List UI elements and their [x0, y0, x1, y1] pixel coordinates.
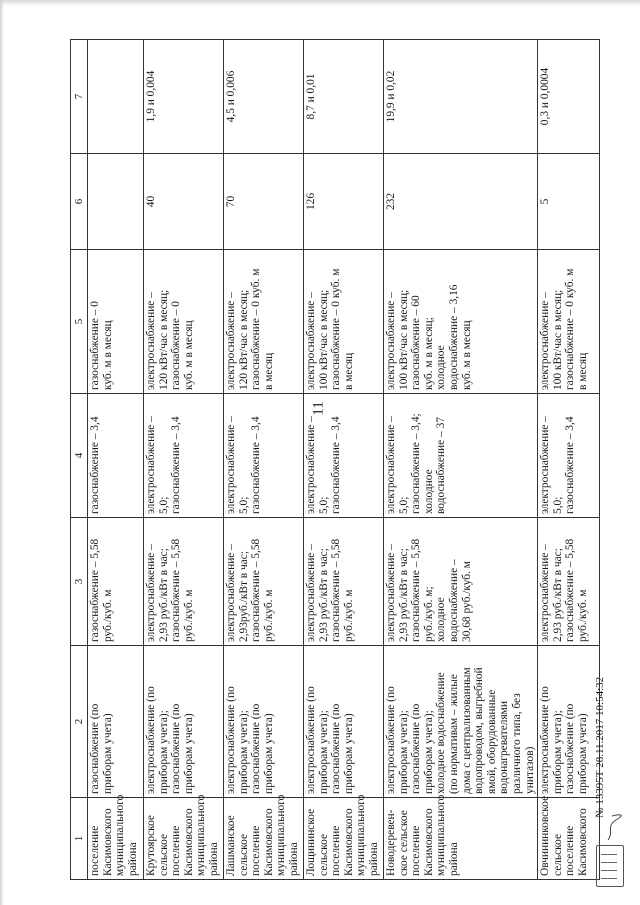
tariff-cell: газоснабжение – 5,58 руб./куб. м [88, 518, 144, 646]
registration-number-text: № 13395Т 28.11.2017 10:54:32 [594, 676, 606, 818]
signature-scribble-icon [604, 812, 624, 842]
table-row [224, 40, 304, 880]
page-number: 11 [310, 401, 327, 416]
scan-edge-left [0, 0, 4, 905]
column-header: 7 [71, 40, 88, 154]
share-cell [88, 40, 144, 154]
share-cell: 1,9 и 0,004 [144, 40, 224, 154]
column-header: 6 [71, 154, 88, 250]
settlement-cell: Крутоярское сельское поселение Касимовского муниципального района [144, 798, 224, 880]
settlement-cell: Лашманское сельское поселение Касимовского муниципального района [224, 798, 304, 880]
table-row [88, 40, 144, 880]
tariff-cell: электроснабжение – 2,93руб./кВт в час; газоснабжение – 5,58 руб./куб. м [224, 518, 304, 646]
table-header-row [71, 40, 88, 880]
tariff-cell: электроснабжение – 2,93 руб./кВт в час; газоснабжение – 5,58 руб./куб. м [304, 518, 384, 646]
services-cell: газоснабжение (по приборам учета) [88, 646, 144, 798]
share-cell: 8,7 и 0,01 [304, 40, 384, 154]
column-header: 3 [71, 518, 88, 646]
column-header: 2 [71, 646, 88, 798]
column-header: 1 [71, 798, 88, 880]
index-cell: газоснабжение – 3,4 [88, 394, 144, 518]
tariff-cell: электроснабжение – 2,93 руб./кВт в час; газоснабжение – 5,58 руб./куб. м [144, 518, 224, 646]
volume-cell: электроснабжение – 100 кВт/час в месяц; газоснабжение – 0 куб. м в месяц [538, 250, 600, 394]
share-cell: 19,9 и 0,02 [384, 40, 538, 154]
settlement-cell: Лощининское сельское поселение Касимовского муниципального района [304, 798, 384, 880]
services-cell: электроснабжение (по приборам учета); газоснабжение (по приборам учета) [304, 646, 384, 798]
population-cell: 5 [538, 154, 600, 250]
settlement-cell: Новодеревен- ское сельское поселение Касимовского муниципального района [384, 798, 538, 880]
services-cell: электроснабжение (по приборам учета); газоснабжение (по приборам учета) [224, 646, 304, 798]
settlement-cell: Овчининковское сельское поселение Касимовского [538, 798, 600, 880]
table-row [538, 40, 600, 880]
volume-cell: электроснабжение – 100 кВт/час в месяц; газоснабжение – 60 куб. м в месяц; холодное водоснабжение – 3,16 куб. м в месяц [384, 250, 538, 394]
services-cell: электроснабжение (по приборам учета); газоснабжение (по приборам учета) [144, 646, 224, 798]
tariff-table [70, 39, 600, 880]
volume-cell: газоснабжение – 0 куб. м в месяц [88, 250, 144, 394]
volume-cell: электроснабжение – 100 кВт/час в месяц; газоснабжение – 0 куб. м в месяц [304, 250, 384, 394]
column-header: 5 [71, 250, 88, 394]
services-cell: электроснабжение (по приборам учета); газоснабжение (по приборам учета) [538, 646, 600, 798]
index-cell: электроснабжение – 5,0; газоснабжение – 3,4 [538, 394, 600, 518]
table-row [384, 40, 538, 880]
index-cell: электроснабжение – 5,0; газоснабжение – 3,4 [144, 394, 224, 518]
share-cell: 0,3 и 0,0004 [538, 40, 600, 154]
tariff-cell: электроснабжение – 2,93 руб./кВт в час; газоснабжение – 5,58 руб./куб. м [538, 518, 600, 646]
rotated-table-container [70, 40, 589, 880]
index-cell: электроснабжение – 5,0; газоснабжение – 3,4; холодное водоснабжение – 37 [384, 394, 538, 518]
settlement-cell: поселение Касимовского муниципального района [88, 798, 144, 880]
scan-edge-top [0, 0, 640, 6]
tariff-cell: электроснабжение – 2,93 руб./кВт в час; газоснабжение – 5,58 руб./куб. м; холодное водоснабжение – 30,68 руб./куб. м [384, 518, 538, 646]
table-row [304, 40, 384, 880]
table-row [144, 40, 224, 880]
index-cell: электроснабжение – 5,0; газоснабжение – 3,4 [224, 394, 304, 518]
volume-cell: электроснабжение – 120 кВт/час в месяц; газоснабжение – 0 куб. м в месяц [224, 250, 304, 394]
services-cell: электроснабжение (по приборам учета); газоснабжение (по приборам учета); холодное водоснабжение (по нормативам – жилые дома с централизованным водопроводом, выгребной ямой, оборудованные водонагревателями различного типа, без унитазов) [384, 646, 538, 798]
column-header: 4 [71, 394, 88, 518]
share-cell: 4,5 и 0,006 [224, 40, 304, 154]
index-cell: электроснабжение – 5,0; газоснабжение – 3,4 [304, 394, 384, 518]
population-cell [88, 154, 144, 250]
population-cell: 232 [384, 154, 538, 250]
population-cell: 70 [224, 154, 304, 250]
registration-seal-icon [596, 845, 624, 887]
population-cell: 126 [304, 154, 384, 250]
volume-cell: электроснабжение – 120 кВт/час в месяц; газоснабжение – 0 куб. м в месяц [144, 250, 224, 394]
population-cell: 40 [144, 154, 224, 250]
